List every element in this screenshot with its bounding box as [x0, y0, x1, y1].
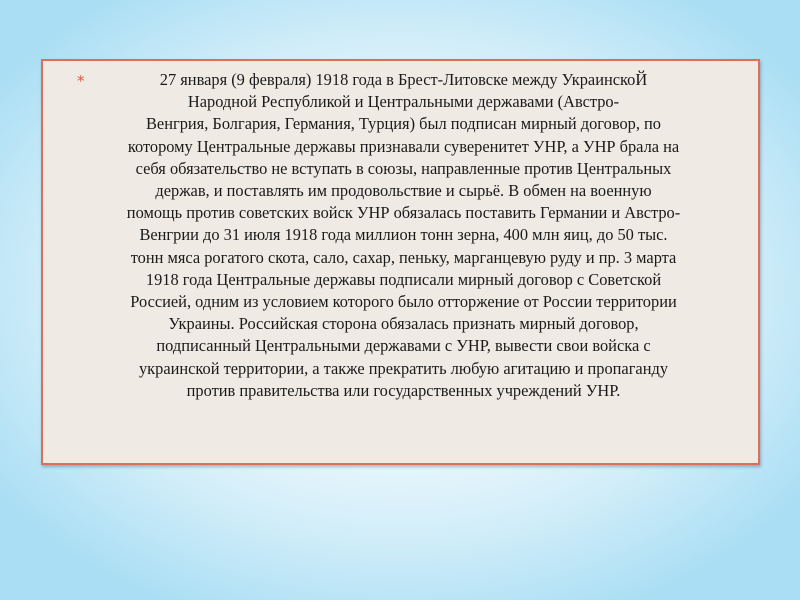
- text-line: украинской территории, а также прекратить любую агитацию и пропаганду: [138, 358, 669, 378]
- content-box: [41, 59, 760, 465]
- bullet-icon: *: [77, 72, 85, 90]
- text-line: против правительства или государственных учреждений УНР.: [186, 380, 621, 400]
- text-line: Россией, одним из условием которого было отторжение от России территории: [130, 292, 677, 312]
- text-line: держав, и поставлять им продовольствие и сырьё. В обмен на военную: [155, 181, 652, 201]
- text-line: себя обязательство не вступать в союзы, направленные против Центральных: [135, 158, 672, 178]
- text-line: которому Центральные державы признавали суверенитет УНР, а УНР брала на: [127, 136, 680, 156]
- text-line: 1918 года Центральные державы подписали мирный договор с Советской: [145, 269, 662, 289]
- text-line: Венгрия, Болгария, Германия, Турция) был подписан мирный договор, по: [146, 114, 661, 134]
- text-line: Украины. Российская сторона обязалась признать мирный договор,: [168, 314, 639, 334]
- text-line: Венгрии до 31 июля 1918 года миллион тонн зерна, 400 млн яиц, до 50 тыс.: [139, 225, 668, 245]
- text-line: Народной Республикой и Центральными державами (Австро-: [187, 92, 620, 112]
- text-line: помощь против советских войск УНР обязалась поставить Германии и Австро-: [126, 203, 681, 223]
- text-line: подписанный Центральными державами с УНР, вывести свои войска с: [156, 336, 651, 356]
- paragraph: [61, 69, 746, 402]
- text-line: тонн мяса рогатого скота, сало, сахар, пеньку, марганцевую руду и пр. 3 марта: [130, 247, 677, 267]
- text-line: 27 января (9 февраля) 1918 года в Брест-Литовске между УкраинскоЙ: [159, 70, 648, 89]
